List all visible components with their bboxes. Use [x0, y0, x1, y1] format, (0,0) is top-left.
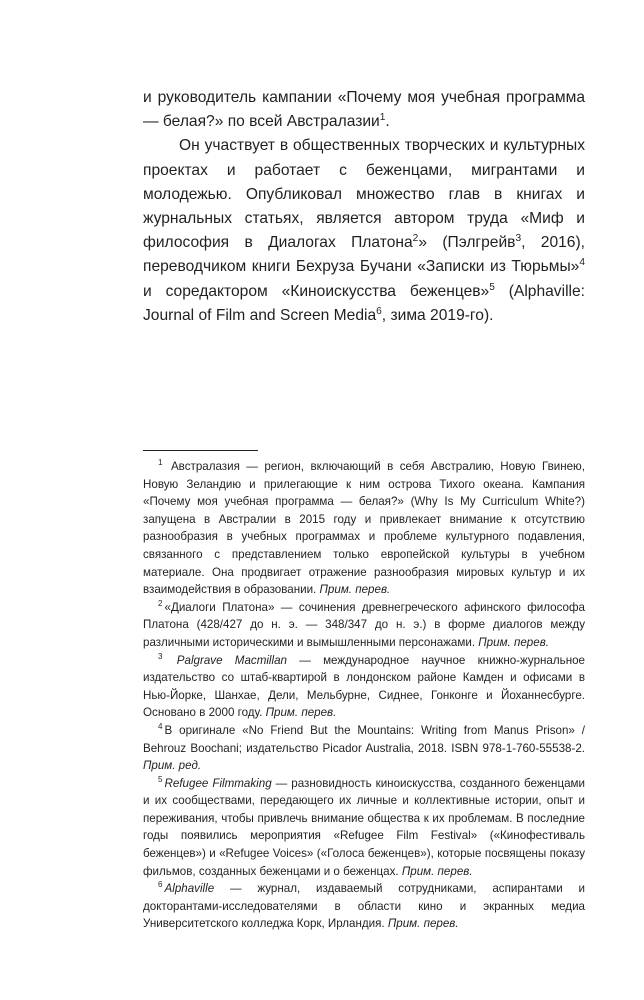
footnote-text: — международное научное книжно-журнальное издательство со штаб-квартирой в лондонском районе Камден и офисами в Нью-Йорке, Шанхае, Дели, Мельбурне, Сиднее, Гонконге и Йоханнесбурге. Основано в 2000 году.	[143, 653, 585, 720]
paragraph-text: (Alphaville: Journal of Film and Screen Media	[143, 282, 586, 324]
footnote-ref-2[interactable]: 2	[412, 233, 419, 245]
paragraph-2	[143, 134, 585, 328]
footnote-text: Австралазия — регион, включающий в себя Австралию, Новую Гвинею, Новую Зеландию и прилегающие к ним острова Тихого океана. Кампания «Почему моя учебная программа — белая?» (Why Is My Curriculum White?) запущена в Австралии в 2015 году и привлекает внимание к отсутствию разнообразия в учебных программах и проблеме культурного подавления, связанного с представлением только европейской культуры в учебном материале. Она продвигает отражение разнообразия мировых культур и их взаимодействия в образовании.	[143, 460, 585, 597]
footnote-text: — журнал, издаваемый сотрудниками, аспирантами и докторантами-исследователями в области кино и экранных медиа Университетского колледжа Корк, Ирландия.	[143, 882, 585, 931]
editor-note: Прим. ред.	[143, 759, 202, 773]
translator-note: Прим. перев.	[265, 706, 337, 720]
footnote-text: «Диалоги Платона» — сочинения древнегреческого афинского философа Платона (428/427 до н. э. — 348/347 до н. э.) в форме диалогов между различными историческими и вымышленными персонажами.	[143, 600, 585, 649]
paragraph-text: , зима 2019-го).	[381, 306, 494, 324]
translator-note: Прим. перев.	[401, 864, 473, 878]
footnote-ref-5[interactable]: 5	[489, 281, 495, 293]
footnotes	[143, 458, 585, 933]
footnote-ref-4[interactable]: 4	[579, 257, 585, 269]
paragraph-text: .	[385, 113, 390, 131]
footnote-5	[143, 775, 585, 881]
footnote-title: Palgrave Macmillan	[176, 653, 287, 667]
paragraph-1	[143, 86, 585, 134]
footnote-ref-3[interactable]: 3	[515, 233, 522, 245]
footnote-number: 3	[158, 651, 163, 661]
footnote-number: 5	[158, 774, 163, 784]
translator-note: Прим. перев.	[478, 635, 549, 649]
paragraph-text: и соредактором «Киноискусства беженцев»	[143, 282, 490, 300]
footnote-number: 4	[158, 722, 163, 732]
footnote-2	[143, 599, 585, 652]
footnote-separator	[143, 450, 258, 451]
footnote-title: Alphaville	[164, 882, 215, 896]
translator-note: Прим. перев.	[387, 917, 459, 931]
translator-note: Прим. перев.	[319, 583, 391, 597]
footnote-1	[143, 458, 585, 599]
footnote-ref-6[interactable]: 6	[376, 305, 382, 317]
footnote-ref-1[interactable]: 1	[379, 112, 386, 124]
main-text	[143, 86, 585, 328]
footnote-number: 6	[158, 880, 163, 890]
paragraph-text: и руководитель кампании «Почему моя учебная программа — белая?» по всей Австралазии	[143, 89, 585, 131]
footnote-text: В оригинале «No Friend But the Mountains: Writing from Manus Prison» / Behrouz Boochani; издательство Picador Australia, 2018. ISBN 978-1-760-55538-2.	[143, 723, 585, 755]
footnote-number: 2	[158, 598, 163, 608]
footnote-number: 1	[158, 458, 163, 468]
footnote-4	[143, 722, 585, 775]
footnote-title: Refugee Filmmaking	[164, 776, 272, 790]
footnote-3	[143, 652, 585, 722]
footnote-6	[143, 880, 585, 933]
paragraph-text: » (Пэлгрейв	[418, 234, 516, 252]
paragraph-text: Он участвует в общественных творческих и культурных проектах и работает с беженцами, мигрантами и молодежью. Опубликовал множество глав в книгах и журнальных статьях, является автором труда «Миф и философия в Диалогах Платона	[143, 137, 585, 252]
footnote-text: — разновидность киноискусства, созданного беженцами и их сообществами, передающего их личные и коллективные истории, опыт и переживания, чтобы привлечь внимание общества к их проблемам. В последние годы появились мероприятия «Refugee Film Festival» («Кинофестиваль беженцев») и «Refugee Voices» («Голоса беженцев»), которые посвящены показу фильмов, созданных беженцами и о беженцах.	[143, 776, 585, 878]
paragraph-text: , 2016), переводчиком книги Бехруза Бучани «Записки из Тюрьмы»	[143, 234, 585, 276]
